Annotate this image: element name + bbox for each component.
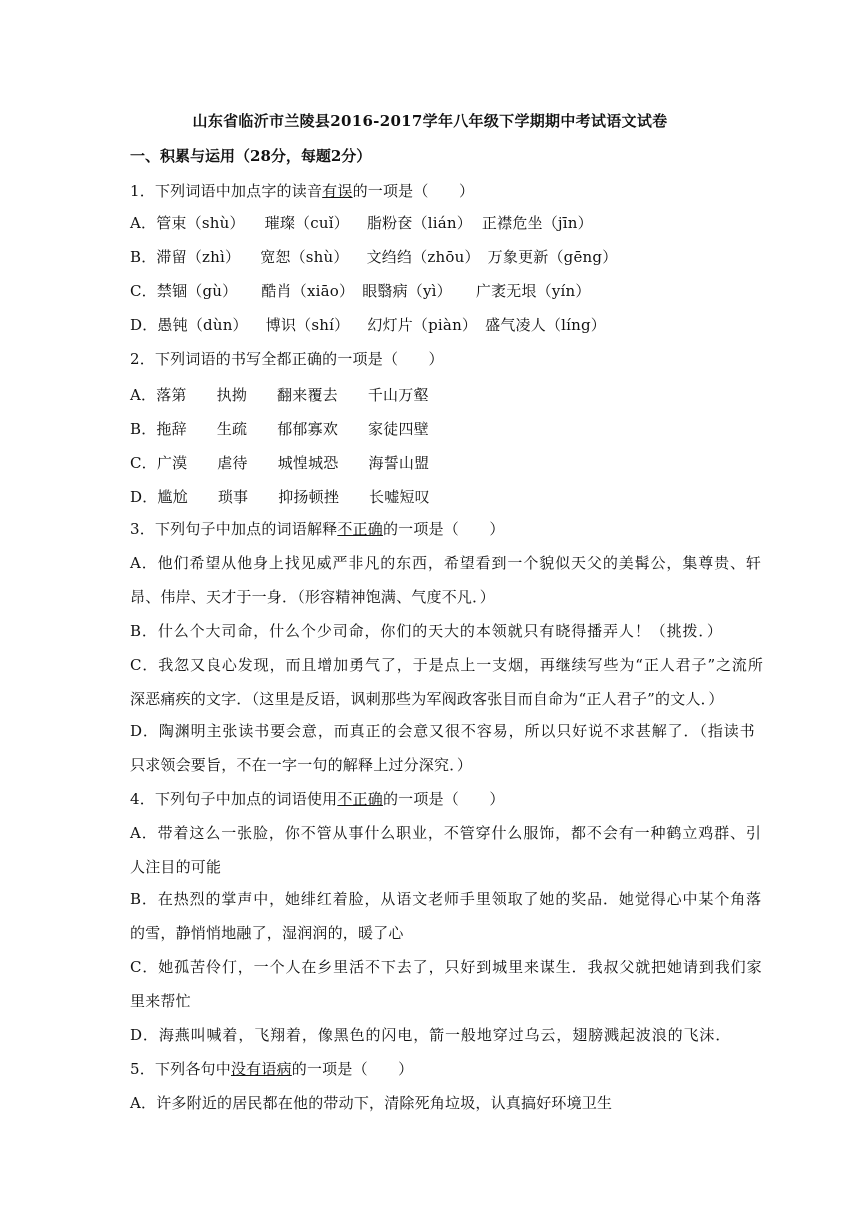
q2-option-b xyxy=(130,418,429,439)
q1-option-b xyxy=(130,246,617,267)
option-item: C．禁锢（gù） xyxy=(130,282,238,300)
q3-option-c-line2: 深恶痛疾的文字．（这里是反语，讽刺那些为军阀政客张目而自命为“正人君子”的文人．） xyxy=(130,690,724,708)
option-item: 长嘘短叹 xyxy=(369,488,430,506)
q3-option-c-line1: C．我忽又良心发现，而且增加勇气了，于是点上一支烟，再继续写些为“正人君子”之流所 xyxy=(130,656,764,674)
exam-title: 山东省临沂市兰陵县2016-2017学年八年级下学期期中考试语文试卷 xyxy=(192,112,668,130)
q3-option-a-line1: A．他们希望从他身上找见威严非凡的东西，希望看到一个貌似天父的美髯公，集尊贵、轩 xyxy=(130,554,762,572)
q4-option-b-line1: B．在热烈的掌声中，她绯红着脸，从语文老师手里领取了她的奖品．她觉得心中某个角落 xyxy=(130,890,763,908)
q4-stem-underlined: 不正确 xyxy=(337,790,383,808)
q4-option-c-line1: C．她孤苦伶仃，一个人在乡里活不下去了，只好到城里来谋生．我叔父就把她请到我们家 xyxy=(130,958,763,976)
q5-stem-tail: 的一项是（ ） xyxy=(291,1060,414,1078)
q2-option-d xyxy=(130,486,430,507)
option-item: 生疏 xyxy=(216,420,248,438)
option-item: D．愚钝（dùn） xyxy=(130,316,248,334)
question-5-stem xyxy=(130,1058,413,1079)
q4-option-b-line2: 的雪，静悄悄地融了，湿润润的，暖了心 xyxy=(130,924,404,942)
option-item: 虐待 xyxy=(217,454,248,472)
option-item: 文绉绉（zhōu） xyxy=(366,248,480,266)
option-item: A．落第 xyxy=(130,386,187,404)
q4-option-a-line2: 人注目的可能 xyxy=(130,858,222,876)
question-2-stem: 2．下列词语的书写全都正确的一项是（ ） xyxy=(130,350,444,368)
q5-stem-text: 5．下列各句中 xyxy=(130,1060,231,1078)
question-3-stem xyxy=(130,518,505,539)
option-item: 执拗 xyxy=(216,386,248,404)
q5-stem-underlined: 没有语病 xyxy=(230,1060,292,1078)
q3-stem-tail: 的一项是（ ） xyxy=(382,520,505,538)
q3-stem-underlined: 不正确 xyxy=(337,520,383,538)
option-item: 脂粉奁（lián） xyxy=(366,214,472,232)
option-item: 广袤无垠（yín） xyxy=(475,282,591,300)
q4-option-c-line2: 里来帮忙 xyxy=(130,992,191,1010)
q5-option-a: A．许多附近的居民都在他的带动下，清除死角垃圾，认真搞好环境卫生 xyxy=(130,1094,613,1112)
q1-stem-underlined: 有误 xyxy=(322,182,353,200)
question-1-stem xyxy=(130,180,474,201)
q1-option-d xyxy=(130,314,606,335)
q3-option-b: B．什么个大司命，什么个少司命，你们的天大的本领就只有晓得播弄人！（挑拨．） xyxy=(130,622,723,640)
option-item: B．拖辞 xyxy=(130,420,187,438)
q2-option-c xyxy=(130,452,429,473)
option-item: 城惶城恐 xyxy=(277,454,339,472)
option-item: 正襟危坐（jīn） xyxy=(481,214,593,232)
section-heading: 一、积累与运用（28分，每题2分） xyxy=(130,147,372,165)
option-item: D．尴尬 xyxy=(130,488,188,506)
q3-option-d-line2: 只求领会要旨，不在一字一句的解释上过分深究．） xyxy=(130,756,473,774)
option-item: 家徒四壁 xyxy=(368,420,429,438)
option-item: 酷肖（xiāo） xyxy=(261,282,355,300)
q3-stem-text: 3．下列句子中加点的词语解释 xyxy=(130,520,338,538)
q1-option-c xyxy=(130,280,591,301)
option-item: 抑扬顿挫 xyxy=(278,488,340,506)
q4-stem-text: 4．下列句子中加点的词语使用 xyxy=(130,790,338,808)
option-item: A．管束（shù） xyxy=(130,214,245,232)
q3-option-a-line2: 昂、伟岸、天才于一身．（形容精神饱满、气度不凡．） xyxy=(130,588,496,606)
option-item: 翻来覆去 xyxy=(277,386,338,404)
option-item: 千山万壑 xyxy=(367,386,429,404)
q2-option-a xyxy=(130,384,429,405)
option-item: B．滞留（zhì） xyxy=(130,248,241,266)
question-4-stem xyxy=(130,788,505,809)
option-item: 郁郁寡欢 xyxy=(277,420,339,438)
q3-option-d-line1: D．陶渊明主张读书要会意，而真正的会意又很不容易，所以只好说不求甚解了．（指读书 xyxy=(130,722,756,740)
q1-option-a xyxy=(130,212,593,233)
option-item: 幻灯片（piàn） xyxy=(367,316,478,334)
q4-option-a-line1: A．带着这么一张脸，你不管从事什么职业，不管穿什么服饰，都不会有一种鹤立鸡群、引 xyxy=(130,824,762,842)
option-item: C．广漠 xyxy=(130,454,188,472)
option-item: 盛气凌人（líng） xyxy=(485,316,606,334)
q4-stem-tail: 的一项是（ ） xyxy=(382,790,505,808)
option-item: 海誓山盟 xyxy=(368,454,430,472)
option-item: 眼翳病（yì） xyxy=(362,282,452,300)
q4-option-d: D．海燕叫喊着，飞翔着，像黑色的闪电，箭一般地穿过乌云，翅膀溅起波浪的飞沫． xyxy=(130,1026,732,1044)
q1-stem-text: 1．下列词语中加点字的读音 xyxy=(130,182,323,200)
option-item: 璀璨（cuǐ） xyxy=(264,214,349,232)
option-item: 琐事 xyxy=(217,488,249,506)
option-item: 博识（shí） xyxy=(265,316,350,334)
option-item: 万象更新（gēng） xyxy=(487,248,618,266)
option-item: 宽恕（shù） xyxy=(260,248,349,266)
q1-stem-tail: 的一项是（ ） xyxy=(352,182,475,200)
